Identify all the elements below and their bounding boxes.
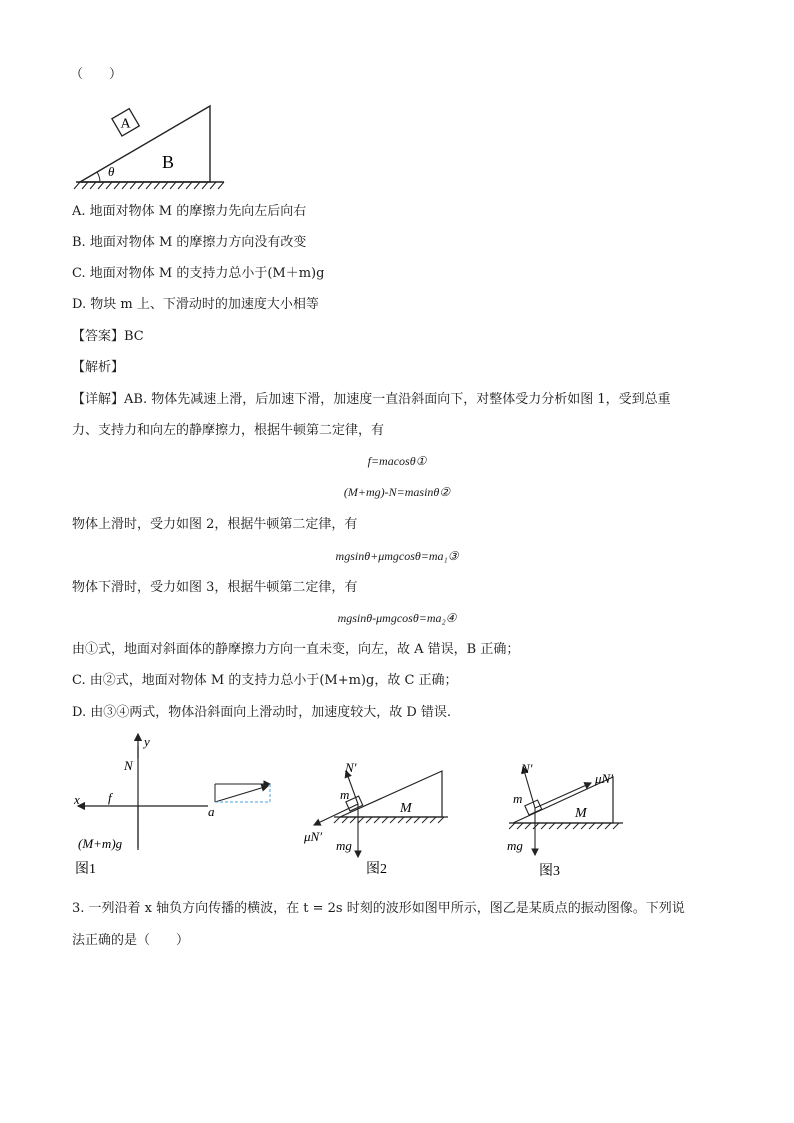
question-3-line-1: 3. 一列沿着 x 轴负方向传播的横波，在 t = 2s 时刻的波形如图甲所示，图乙是某质点的振动图像。下列说 [72, 901, 685, 916]
incline-figure [70, 98, 230, 190]
figure-3 [505, 755, 665, 885]
question-3-line-2: 法正确的是（ ） [72, 933, 190, 948]
weight-label: (M+m)g [78, 836, 123, 851]
axis-y-label: y [144, 734, 150, 749]
equation-1: f=macosθ① [367, 454, 427, 468]
caption-fig-2: 图2 [366, 862, 387, 877]
friction-label: f [108, 790, 112, 805]
option-b: B. 地面对物体 M 的摩擦力方向没有改变 [72, 235, 307, 250]
conclusion-2: C. 由②式，地面对物体 M 的支持力总小于(M+m)g，故 C 正确； [72, 673, 458, 688]
upward-text: 物体上滑时，受力如图 2，根据牛顿第二定律，有 [72, 517, 358, 532]
fig2-friction-label: μN′ [304, 829, 323, 844]
analysis-heading: 【解析】 [72, 360, 125, 375]
answer-line: 【答案】BC [72, 329, 144, 344]
detail-line-1: 【详解】AB. 物体先减速上滑，后加速下滑，加速度一直沿斜面向下，对整体受力分析如图 1，受到总重 [72, 392, 671, 407]
fig2-incline-m: M [400, 801, 412, 816]
equation-2: (M+mg)-N=masinθ② [343, 485, 451, 499]
equation-3: mgsinθ+μmgcosθ=ma₁③ [335, 549, 459, 563]
fig3-block-m: m [513, 791, 523, 806]
fig3-incline-m: M [575, 806, 587, 821]
fig2-block-m: m [340, 787, 350, 802]
conclusion-3: D. 由③④两式，物体沿斜面向上滑动时，加速度较大，故 D 错误. [72, 705, 452, 720]
caption-fig-1: 图1 [75, 862, 96, 877]
option-a: A. 地面对物体 M 的摩擦力先向左后向右 [72, 204, 307, 219]
equation-4: mgsinθ-μmgcosθ=ma₂④ [337, 611, 457, 625]
fig3-normal-label: N′ [521, 761, 533, 776]
incline-b [80, 106, 210, 182]
accel-label: a [208, 804, 215, 819]
label-b: B [162, 152, 175, 172]
fig3-friction-label: μN′ [595, 771, 614, 786]
fig2-normal-label: N′ [345, 760, 357, 775]
svg-text:A: A [120, 116, 131, 132]
figure-1 [70, 728, 285, 883]
fig2-weight-label: mg [336, 838, 352, 853]
angle-theta: θ [108, 164, 115, 179]
downward-text: 物体下滑时，受力如图 3，根据牛顿第二定律，有 [72, 580, 358, 595]
detail-line-2: 力、支持力和向左的静摩擦力，根据牛顿第二定律，有 [72, 423, 385, 438]
answer-bracket: （ ） [70, 67, 123, 82]
option-d: D. 物块 m 上、下滑动时的加速度大小相等 [72, 297, 319, 312]
force-n-label: N [124, 758, 133, 773]
figure-2 [300, 755, 460, 885]
option-c: C. 地面对物体 M 的支持力总小于(M＋m)g [72, 266, 325, 281]
axis-x-label: x [74, 792, 80, 807]
fig3-weight-label: mg [507, 838, 523, 853]
conclusion-1: 由①式，地面对斜面体的静摩擦力方向一直未变，向左，故 A 错误，B 正确； [72, 642, 520, 657]
caption-fig-3: 图3 [539, 864, 560, 879]
block-a [112, 109, 140, 137]
